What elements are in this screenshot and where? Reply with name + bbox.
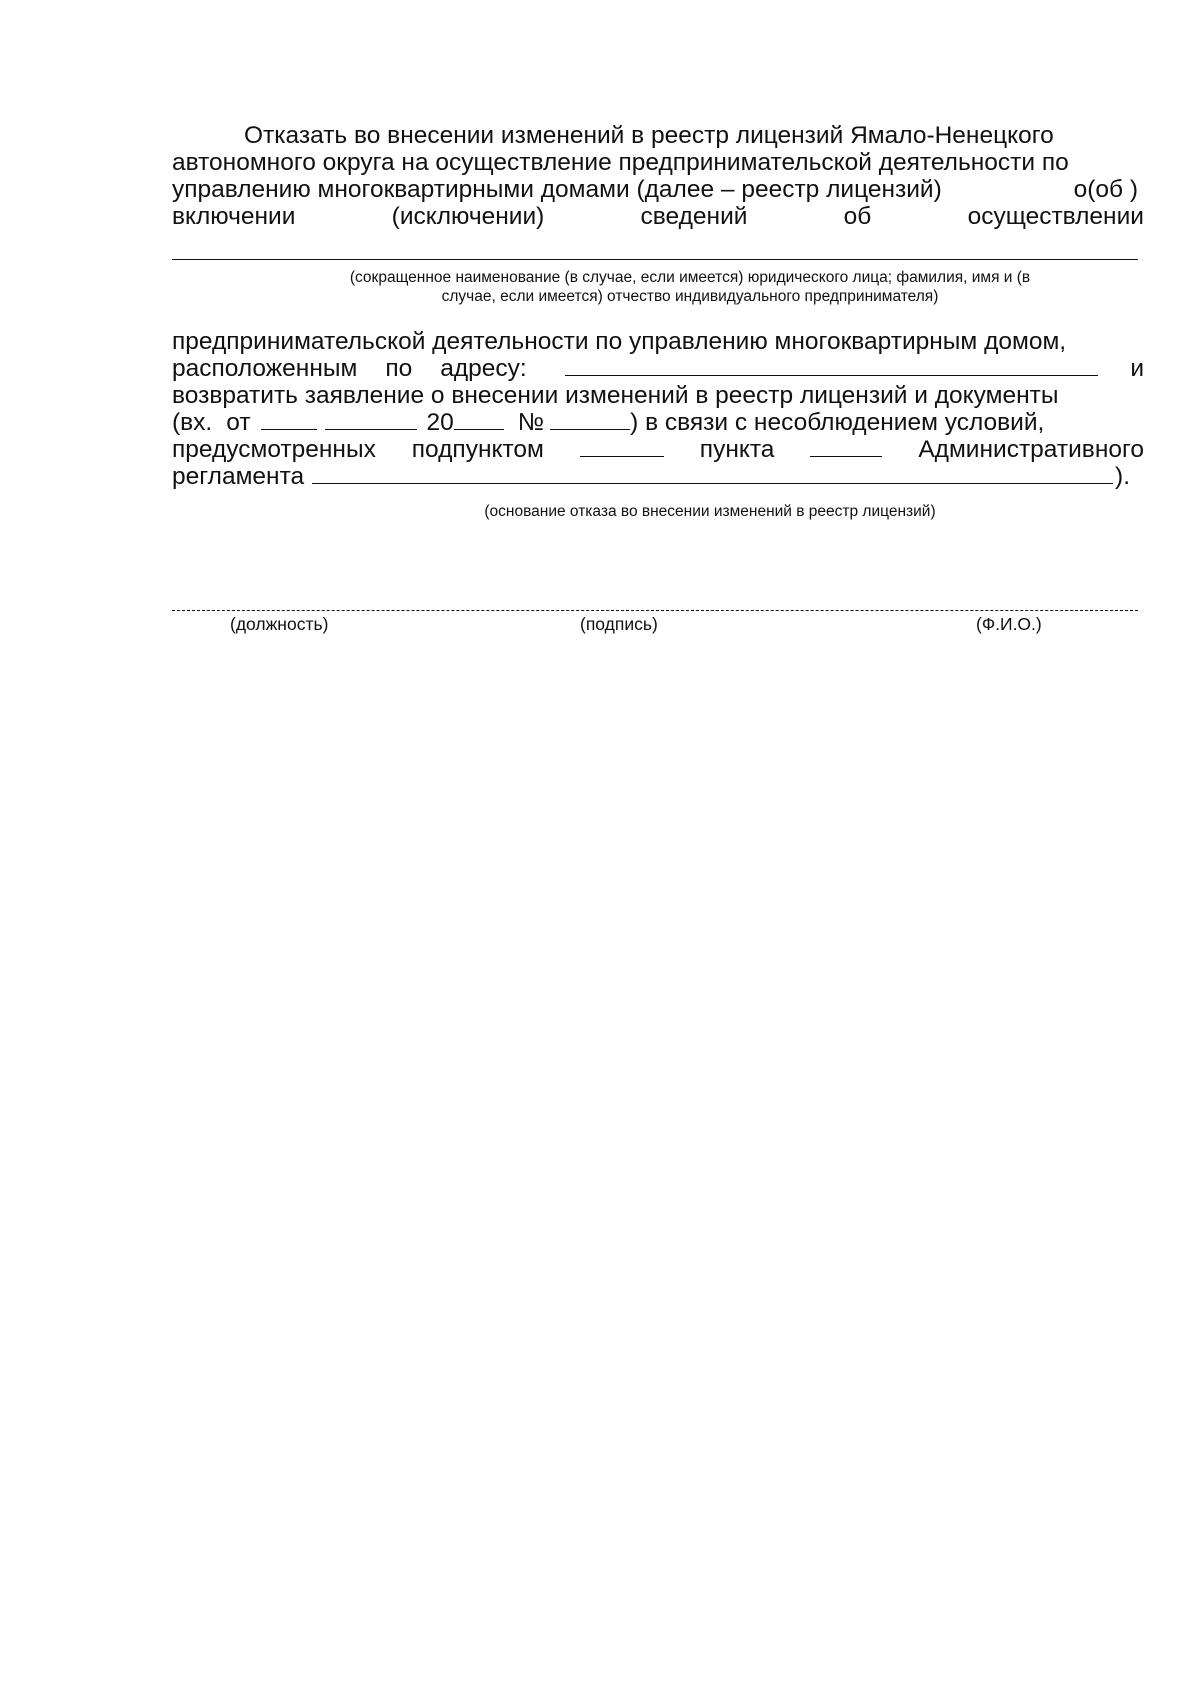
paragraph1-line3 xyxy=(172,176,1144,203)
signature-line[interactable] xyxy=(172,610,1138,611)
word: от xyxy=(226,409,251,436)
paragraph1-line1: Отказать во внесении изменений в реестр лицензий Ямало-Ненецкого xyxy=(244,122,1054,149)
number-blank[interactable] xyxy=(550,410,630,430)
licensee-name-caption xyxy=(240,268,1140,306)
paragraph2-line6 xyxy=(172,463,1144,490)
reason-caption: (основание отказа во внесении изменений в реестр лицензий) xyxy=(484,503,936,520)
word: об xyxy=(843,203,872,230)
paragraph2-line1: предпринимательской деятельности по управлению многоквартирным домом, xyxy=(172,328,1067,355)
word: 20 xyxy=(426,409,454,436)
address-blank[interactable] xyxy=(565,356,1099,376)
word: регламента xyxy=(172,463,305,490)
year-blank[interactable] xyxy=(454,410,504,430)
word: подпунктом xyxy=(411,436,544,463)
word: осуществлении xyxy=(967,203,1144,230)
paragraph2-line2 xyxy=(172,355,1144,382)
paragraph-address xyxy=(172,328,1144,490)
fio-caption: (Ф.И.О.) xyxy=(976,614,1042,634)
paragraph1-line2: автономного округа на осуществление предпринимательской деятельности по xyxy=(172,149,1069,176)
word: ). xyxy=(1115,463,1130,490)
word: предусмотренных xyxy=(172,436,376,463)
paragraph-refusal xyxy=(172,122,1144,230)
caption-line: (сокращенное наименование (в случае, если имеется) юридического лица; фамилия, имя и (в xyxy=(349,269,1031,286)
month-blank[interactable] xyxy=(325,410,417,430)
reason-blank[interactable] xyxy=(312,464,1113,484)
position-caption: (должность) xyxy=(230,614,329,634)
word: сведений xyxy=(640,203,748,230)
word: (вх. xyxy=(172,409,213,436)
word: включении xyxy=(172,203,296,230)
subpoint-blank[interactable] xyxy=(580,437,664,457)
day-blank[interactable] xyxy=(261,410,317,430)
paragraph2-line4 xyxy=(172,409,1144,436)
word: расположенным xyxy=(172,355,358,382)
point-blank[interactable] xyxy=(810,437,882,457)
caption-line: случае, если имеется) отчество индивидуального предпринимателя) xyxy=(441,288,939,305)
word: по xyxy=(385,355,413,382)
word: № xyxy=(517,409,545,436)
word: адресу: xyxy=(440,355,527,382)
word: пункта xyxy=(699,436,775,463)
word: и xyxy=(1130,355,1144,382)
word: Административного xyxy=(918,436,1144,463)
paragraph2-line5 xyxy=(172,436,1144,463)
word: ) в связи с несоблюдением условий, xyxy=(630,409,1045,436)
licensee-name-blank[interactable] xyxy=(172,259,1138,260)
word: (исключении) xyxy=(391,203,545,230)
paragraph1-line3-text: управлению многоквартирными домами (далее – реестр лицензий) xyxy=(172,176,942,203)
paragraph1-line4 xyxy=(172,203,1144,230)
paragraph1-line3-end: о(об ) xyxy=(1073,176,1138,203)
signature-caption: (подпись) xyxy=(580,614,658,634)
paragraph2-line3: возвратить заявление о внесении изменений в реестр лицензий и документы xyxy=(172,382,1059,409)
